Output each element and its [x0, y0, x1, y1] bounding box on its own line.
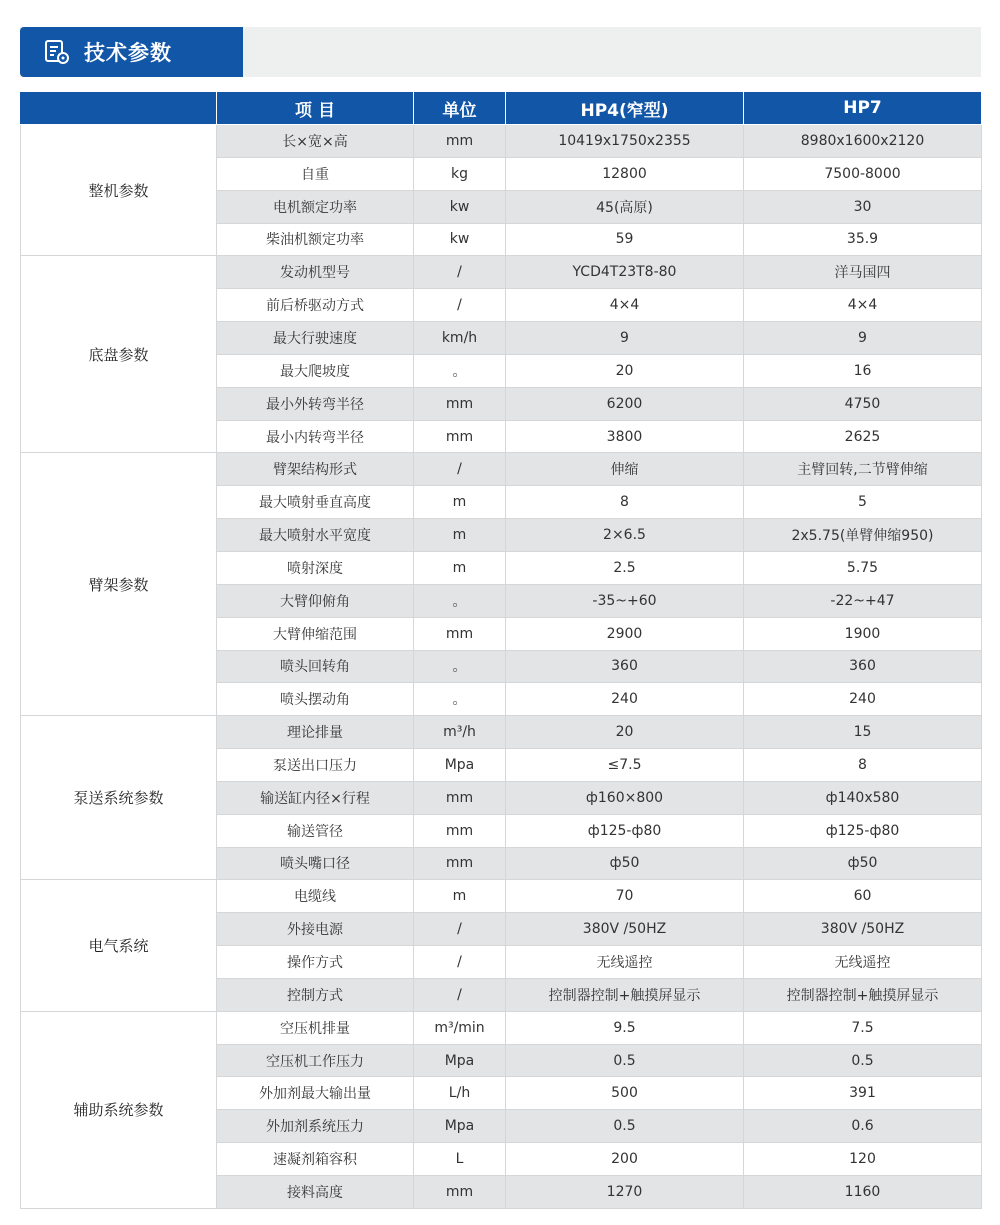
group-label: 泵送系统参数 [21, 716, 217, 880]
item-cell: 操作方式 [217, 946, 414, 979]
unit-cell: 。 [414, 683, 506, 716]
unit-cell: m³/h [414, 716, 506, 749]
unit-cell: m [414, 880, 506, 913]
unit-cell: m³/min [414, 1011, 506, 1044]
item-cell: 最大行驶速度 [217, 322, 414, 355]
section-title: 技术参数 [84, 41, 172, 65]
unit-cell: / [414, 913, 506, 946]
unit-cell: / [414, 946, 506, 979]
unit-cell: L [414, 1143, 506, 1176]
hp4-value-cell: YCD4T23T8-80 [506, 256, 744, 289]
hp4-value-cell: ≤7.5 [506, 749, 744, 782]
unit-cell: mm [414, 814, 506, 847]
unit-cell: Mpa [414, 749, 506, 782]
group-label: 臂架参数 [21, 453, 217, 716]
unit-cell: / [414, 453, 506, 486]
hp4-value-cell: 0.5 [506, 1044, 744, 1077]
hp4-value-cell: 9.5 [506, 1011, 744, 1044]
hp7-value-cell: 2625 [744, 420, 982, 453]
item-cell: 发动机型号 [217, 256, 414, 289]
group-label: 底盘参数 [21, 256, 217, 453]
hp4-value-cell: ф160×800 [506, 781, 744, 814]
group-label: 辅助系统参数 [21, 1011, 217, 1208]
item-cell: 喷头摆动角 [217, 683, 414, 716]
item-cell: 输送缸内径×行程 [217, 781, 414, 814]
unit-cell: mm [414, 420, 506, 453]
spec-document-icon [44, 39, 70, 65]
hp4-value-cell: 20 [506, 716, 744, 749]
hp7-value-cell: 2x5.75(单臂伸缩950) [744, 519, 982, 552]
item-cell: 最小内转弯半径 [217, 420, 414, 453]
hp4-value-cell: 1270 [506, 1176, 744, 1209]
unit-cell: m [414, 551, 506, 584]
hp7-value-cell: 16 [744, 354, 982, 387]
item-cell: 输送管径 [217, 814, 414, 847]
unit-cell: kw [414, 223, 506, 256]
table-row [21, 125, 982, 158]
header-item: 项 目 [217, 92, 414, 125]
hp4-value-cell: 20 [506, 354, 744, 387]
item-cell: 大臂伸缩范围 [217, 617, 414, 650]
unit-cell: m [414, 486, 506, 519]
header-group [21, 92, 217, 125]
hp4-value-cell: 500 [506, 1077, 744, 1110]
item-cell: 喷射深度 [217, 551, 414, 584]
unit-cell: mm [414, 617, 506, 650]
hp7-value-cell: 控制器控制+触摸屏显示 [744, 978, 982, 1011]
item-cell: 外接电源 [217, 913, 414, 946]
hp7-value-cell: 7.5 [744, 1011, 982, 1044]
item-cell: 自重 [217, 157, 414, 190]
hp4-value-cell: 6200 [506, 387, 744, 420]
hp4-value-cell: ф50 [506, 847, 744, 880]
hp4-value-cell: 360 [506, 650, 744, 683]
unit-cell: km/h [414, 322, 506, 355]
item-cell: 最小外转弯半径 [217, 387, 414, 420]
hp4-value-cell: 无线遥控 [506, 946, 744, 979]
hp7-value-cell: 7500-8000 [744, 157, 982, 190]
unit-cell: 。 [414, 584, 506, 617]
item-cell: 空压机工作压力 [217, 1044, 414, 1077]
hp7-value-cell: 30 [744, 190, 982, 223]
table-row [21, 256, 982, 289]
item-cell: 理论排量 [217, 716, 414, 749]
hp7-value-cell: 5.75 [744, 551, 982, 584]
unit-cell: mm [414, 387, 506, 420]
unit-cell: Mpa [414, 1110, 506, 1143]
hp4-value-cell: 伸缩 [506, 453, 744, 486]
item-cell: 最大爬坡度 [217, 354, 414, 387]
hp4-value-cell: 12800 [506, 157, 744, 190]
hp4-value-cell: 4×4 [506, 289, 744, 322]
table-row [21, 453, 982, 486]
item-cell: 泵送出口压力 [217, 749, 414, 782]
header-hp4: HP4(窄型) [506, 92, 744, 125]
hp7-value-cell: 9 [744, 322, 982, 355]
hp7-value-cell: 8 [744, 749, 982, 782]
unit-cell: kw [414, 190, 506, 223]
hp4-value-cell: -35~+60 [506, 584, 744, 617]
hp7-value-cell: 5 [744, 486, 982, 519]
hp7-value-cell: ф125-ф80 [744, 814, 982, 847]
item-cell: 空压机排量 [217, 1011, 414, 1044]
unit-cell: / [414, 289, 506, 322]
item-cell: 臂架结构形式 [217, 453, 414, 486]
hp4-value-cell: 240 [506, 683, 744, 716]
table-header-row [21, 92, 982, 125]
hp7-value-cell: ф50 [744, 847, 982, 880]
hp4-value-cell: 59 [506, 223, 744, 256]
hp7-value-cell: ф140x580 [744, 781, 982, 814]
hp4-value-cell: 2.5 [506, 551, 744, 584]
unit-cell: m [414, 519, 506, 552]
section-title-bar [20, 27, 981, 77]
hp7-value-cell: 15 [744, 716, 982, 749]
hp7-value-cell: 240 [744, 683, 982, 716]
unit-cell: mm [414, 847, 506, 880]
hp7-value-cell: 主臂回转,二节臂伸缩 [744, 453, 982, 486]
unit-cell: 。 [414, 354, 506, 387]
hp4-value-cell: 2×6.5 [506, 519, 744, 552]
unit-cell: mm [414, 1176, 506, 1209]
hp4-value-cell: 9 [506, 322, 744, 355]
hp7-value-cell: 0.6 [744, 1110, 982, 1143]
hp4-value-cell: 380V /50HZ [506, 913, 744, 946]
item-cell: 外加剂最大输出量 [217, 1077, 414, 1110]
item-cell: 电机额定功率 [217, 190, 414, 223]
hp7-value-cell: 4750 [744, 387, 982, 420]
table-row [21, 880, 982, 913]
hp7-value-cell: 4×4 [744, 289, 982, 322]
hp7-value-cell: 8980x1600x2120 [744, 125, 982, 158]
unit-cell: / [414, 978, 506, 1011]
hp4-value-cell: 45(高原) [506, 190, 744, 223]
unit-cell: / [414, 256, 506, 289]
header-hp7: HP7 [744, 92, 982, 125]
item-cell: 最大喷射垂直高度 [217, 486, 414, 519]
unit-cell: mm [414, 125, 506, 158]
item-cell: 喷头嘴口径 [217, 847, 414, 880]
hp7-value-cell: 洋马国四 [744, 256, 982, 289]
hp7-value-cell: -22~+47 [744, 584, 982, 617]
hp4-value-cell: 0.5 [506, 1110, 744, 1143]
table-row [21, 716, 982, 749]
hp7-value-cell: 391 [744, 1077, 982, 1110]
header-unit: 单位 [414, 92, 506, 125]
hp4-value-cell: 控制器控制+触摸屏显示 [506, 978, 744, 1011]
item-cell: 速凝剂箱容积 [217, 1143, 414, 1176]
spec-table-body [21, 125, 982, 1209]
hp7-value-cell: 380V /50HZ [744, 913, 982, 946]
item-cell: 接料高度 [217, 1176, 414, 1209]
unit-cell: mm [414, 781, 506, 814]
section-title-tab [20, 27, 243, 77]
unit-cell: L/h [414, 1077, 506, 1110]
hp7-value-cell: 1160 [744, 1176, 982, 1209]
item-cell: 外加剂系统压力 [217, 1110, 414, 1143]
hp4-value-cell: 200 [506, 1143, 744, 1176]
hp7-value-cell: 360 [744, 650, 982, 683]
hp7-value-cell: 35.9 [744, 223, 982, 256]
item-cell: 柴油机额定功率 [217, 223, 414, 256]
hp4-value-cell: 8 [506, 486, 744, 519]
hp7-value-cell: 无线遥控 [744, 946, 982, 979]
hp7-value-cell: 120 [744, 1143, 982, 1176]
hp4-value-cell: 3800 [506, 420, 744, 453]
unit-cell: 。 [414, 650, 506, 683]
item-cell: 前后桥驱动方式 [217, 289, 414, 322]
item-cell: 喷头回转角 [217, 650, 414, 683]
unit-cell: Mpa [414, 1044, 506, 1077]
hp7-value-cell: 1900 [744, 617, 982, 650]
item-cell: 大臂仰俯角 [217, 584, 414, 617]
hp4-value-cell: ф125-ф80 [506, 814, 744, 847]
item-cell: 长×宽×高 [217, 125, 414, 158]
item-cell: 控制方式 [217, 978, 414, 1011]
item-cell: 最大喷射水平宽度 [217, 519, 414, 552]
hp7-value-cell: 60 [744, 880, 982, 913]
hp4-value-cell: 10419x1750x2355 [506, 125, 744, 158]
hp4-value-cell: 70 [506, 880, 744, 913]
spec-table [20, 91, 982, 1209]
item-cell: 电缆线 [217, 880, 414, 913]
hp7-value-cell: 0.5 [744, 1044, 982, 1077]
group-label: 电气系统 [21, 880, 217, 1011]
hp4-value-cell: 2900 [506, 617, 744, 650]
group-label: 整机参数 [21, 125, 217, 256]
unit-cell: kg [414, 157, 506, 190]
table-row [21, 1011, 982, 1044]
